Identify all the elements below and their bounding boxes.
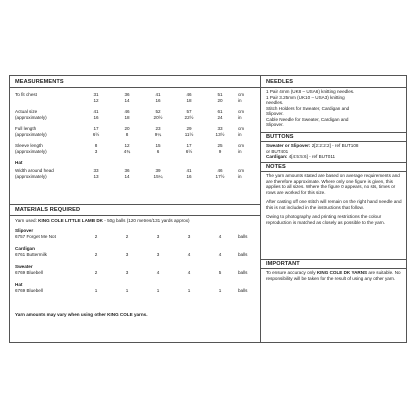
measurement-sublabel: (approximately) [15,174,47,179]
measurement-value: 31 [93,92,99,97]
ball-quantity: 2 [125,234,129,239]
measurement-value: 8 [94,143,98,148]
needles-heading: NEEDLES [266,79,294,85]
divider [10,215,260,216]
measurement-unit: in [238,115,242,120]
measurement-value: 16 [155,98,161,103]
measurement-sublabel: (approximately) [15,132,47,137]
measurement-value: 29 [186,126,192,131]
ball-quantity: 3 [187,234,191,239]
right-column [261,76,406,342]
buttons-heading: BUTTONS [266,134,294,140]
measurement-unit: in [238,98,242,103]
measurement-value: 17 [93,126,99,131]
important-prefix: To ensure accuracy only [266,270,317,275]
buttons-list [266,143,402,160]
measurement-sublabel: (approximately) [15,115,47,120]
measurement-value: 57 [186,109,192,114]
ball-quantity: 4 [187,252,191,257]
shade-name: 6769 Bluebell [15,288,43,293]
yarn-footnote: Yarn amounts may vary when using other KING COLE yarns. [15,312,148,317]
ball-quantity: 1 [187,288,191,293]
measurement-value: 41 [93,109,99,114]
measurement-value: 3 [94,149,98,154]
measurement-label: Width around head [15,168,54,173]
measurement-value: 4¾ [123,149,131,154]
measurement-value: 11½ [184,132,194,137]
shade-name: 6769 Bluebell [15,270,43,275]
ball-quantity: 4 [187,270,191,275]
shade-name: 6757 Forget Me Not [15,234,56,239]
ball-quantity: 3 [125,270,129,275]
measurement-value: 33 [93,168,99,173]
notes-paragraph: Owing to photography and printing restrictions the colour reproduction is matched as closely as possible to the yarn. [266,214,385,225]
quantity-unit: balls [238,288,248,293]
ball-quantity: 1 [156,288,160,293]
materials-heading: MATERIALS REQUIRED [15,207,81,213]
buttons-sweater-label: Sweater or Slipover: [266,143,311,148]
measurement-value: 24 [217,115,223,120]
buttons-cardigan-line [266,154,402,160]
measurement-unit: in [238,132,242,137]
measurement-value: 14 [124,98,130,103]
buttons-alt-line: or BUT401 [266,148,289,154]
needles-line: Stitch Holders for Sweater, Cardigan and [266,105,350,111]
important-suffix: are suitable. No responsibility will be taken for the result of using any other yarn. [266,270,401,281]
notes-paragraph: After casting off one stitch will remain on the right hand needle and this is not included in the instructions that follow. [266,199,402,210]
measurement-label: Actual size [15,109,38,114]
quantity-unit: balls [238,270,248,275]
measurement-value: 39 [155,168,161,173]
measurement-value: 9 [218,149,222,154]
measurement-unit: in [238,149,242,154]
measurement-value: 16 [93,115,99,120]
ball-quantity: 4 [218,234,222,239]
measurement-value: 51 [217,92,223,97]
ball-quantity: 1 [218,288,222,293]
measurement-value: 22½ [184,115,194,120]
measurement-unit: cm [238,92,245,97]
ball-quantity: 3 [125,252,129,257]
measurement-value: 6½ [185,149,193,154]
buttons-cardigan-value: 4[4:5:5:6] - ref BUT011 [287,154,336,159]
measurement-sublabel: (approximately) [15,149,47,154]
measurement-value: 20 [217,98,223,103]
divider [261,259,406,260]
measurement-value: 18 [186,98,192,103]
needles-line: needles. [266,100,284,105]
measurement-value: 9¼ [154,132,162,137]
garment-name: Hat [15,282,23,287]
buttons-cardigan-label: Cardigan: [266,154,288,159]
ball-quantity: 2 [94,252,98,257]
ball-quantity: 3 [156,252,160,257]
measurement-value: 61 [217,109,223,114]
notes-text [266,173,402,225]
divider [261,87,406,88]
yarn-prefix: Yarn used: [15,218,39,223]
important-paragraph [266,270,402,281]
measurement-unit: cm [238,109,245,114]
measurement-value: 13 [93,174,99,179]
important-heading: IMPORTANT [266,261,300,267]
measurement-value: 16 [186,174,192,179]
important-text [266,270,402,281]
measurement-value: 13½ [215,132,225,137]
divider [10,204,260,205]
needles-line: Slipover. [266,122,284,127]
measurement-value: 41 [155,92,161,97]
divider [261,171,406,172]
measurement-value: 12 [93,98,99,103]
needles-line: Slipover. [266,111,284,116]
notes-heading: NOTES [266,164,286,170]
measurements-heading: MEASUREMENTS [15,79,64,85]
ball-quantity: 3 [156,234,160,239]
divider [261,162,406,163]
measurement-unit: in [238,174,242,179]
divider [261,268,406,269]
ball-quantity: 4 [218,252,222,257]
garment-name: Sweater [15,264,33,269]
garment-name: Slipover [15,228,34,233]
needles-list [266,89,402,128]
measurement-value: 52 [155,109,161,114]
measurement-value: 18 [124,115,130,120]
shade-name: 6761 Buttermilk [15,252,47,257]
measurement-value: 20 [124,126,130,131]
measurement-unit: cm [238,126,245,131]
ball-quantity: 2 [94,270,98,275]
measurement-value: 46 [186,92,192,97]
left-column [10,76,260,342]
measurement-value: 14 [124,174,130,179]
divider [261,141,406,142]
measurement-value: 36 [124,92,130,97]
yarn-details: - 50g balls (120 metres/131 yards approx) [102,218,190,223]
measurement-label: Sleeve length [15,143,43,148]
divider [10,87,260,88]
measurement-value: 15¼ [153,174,163,179]
measurement-value: 25 [217,143,223,148]
yarn-used-line [15,218,190,224]
measurement-value: 33 [217,126,223,131]
needles-line: 1 Pair 3.25mm (UK10 – USA3) knitting [266,94,345,100]
measurement-value: 17½ [215,174,225,179]
divider [261,132,406,133]
measurement-value: 6½ [92,132,100,137]
ball-quantity: 1 [94,288,98,293]
measurement-value: 6 [156,149,160,154]
measurement-value: 41 [186,168,192,173]
measurement-value: 17 [186,143,192,148]
measurement-label: Full length [15,126,37,131]
measurement-value: 12 [124,143,130,148]
measurement-label: Hat [15,160,23,165]
garment-name: Cardigan [15,246,35,251]
needles-line: 1 Pair 4mm (UK8 – USA6) knitting needles. [266,89,355,94]
buttons-sweater-value: 2[2:2:2:2] - ref BUT108 [310,143,359,148]
measurement-value: 8 [125,132,129,137]
measurement-unit: cm [238,168,245,173]
measurement-unit: cm [238,143,245,148]
quantity-unit: balls [238,252,248,257]
ball-quantity: 1 [125,288,129,293]
pattern-info-panel [9,75,407,343]
measurement-value: 20½ [153,115,163,120]
needles-line: Cable Needle for Sweater, Cardigan and [266,116,349,122]
ball-quantity: 4 [156,270,160,275]
measurement-value: 46 [217,168,223,173]
ball-quantity: 5 [218,270,222,275]
measurement-label: To fit chest [15,92,37,97]
measurement-value: 15 [155,143,161,148]
measurement-value: 46 [124,109,130,114]
notes-paragraph: The yarn amounts stated are based on average requirements and are therefore approximate. Where only one figure is given, this applies to all sizes. Where the figure 0 appears, no sts, times or rows are worked for this size. [266,173,400,195]
important-yarn-name: KING COLE DK YARNS [316,270,368,275]
ball-quantity: 2 [94,234,98,239]
measurement-value: 36 [124,168,130,173]
yarn-name: KING COLE LITTLE LAMB DK [38,218,103,223]
measurement-value: 23 [155,126,161,131]
quantity-unit: balls [238,234,248,239]
